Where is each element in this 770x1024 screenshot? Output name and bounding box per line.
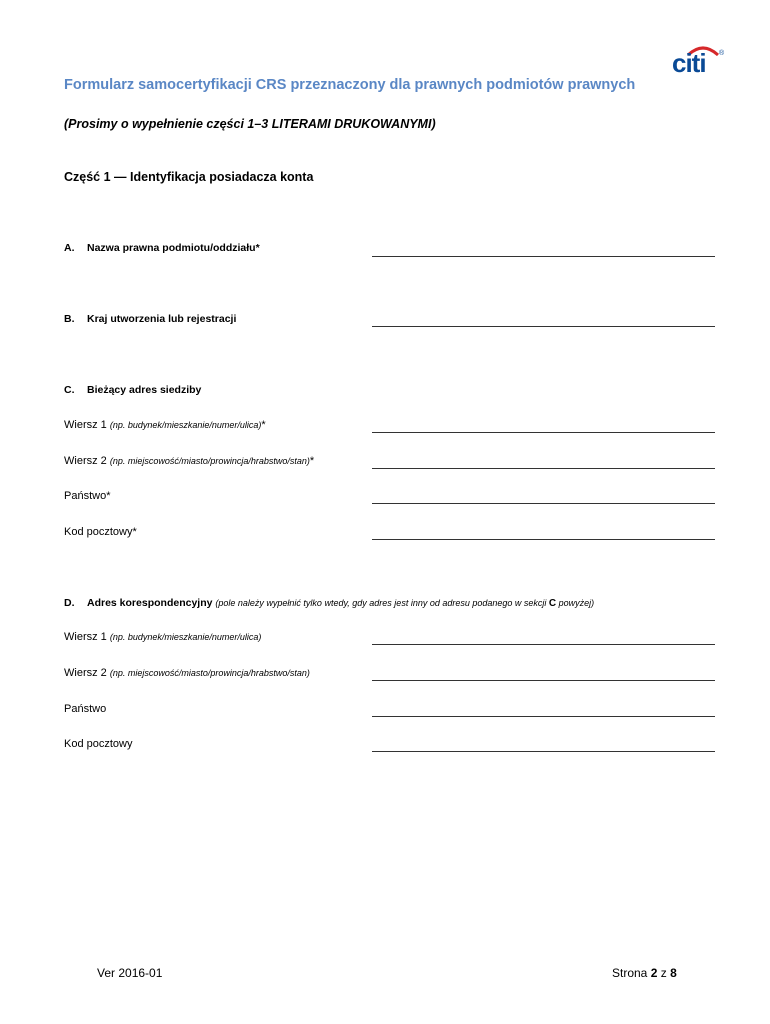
section-a-text: Nazwa prawna podmiotu/oddziału* — [87, 242, 260, 254]
legal-name-field[interactable] — [372, 256, 715, 257]
c-line2-suffix: * — [309, 455, 315, 467]
c-country-field[interactable] — [372, 503, 715, 504]
c-line1-hint: (np. budynek/mieszkanie/numer/ulica) — [109, 420, 262, 430]
d-line2-label — [64, 667, 310, 679]
section-b-letter: B. — [64, 313, 75, 325]
section-d-letter: D. — [64, 597, 75, 609]
part-1-heading: Część 1 — Identyfikacja posiadacza konta — [64, 170, 314, 184]
logo-registered-mark: ® — [719, 50, 725, 57]
section-d-label — [64, 597, 594, 609]
d-country-text: Państwo — [64, 703, 107, 715]
c-line1-text: Wiersz 1 — [64, 419, 110, 431]
c-country-text: Państwo* — [64, 490, 111, 502]
footer-page-number — [612, 966, 677, 980]
footer-version: Ver 2016-01 — [97, 966, 163, 980]
c-line1-field[interactable] — [372, 432, 715, 433]
c-line2-hint: (np. miejscowość/miasto/prowincja/hrabstwo/stan) — [109, 456, 310, 466]
form-title: Formularz samocertyfikacji CRS przeznaczony dla prawnych podmiotów prawnych — [64, 77, 636, 93]
d-postal-text: Kod pocztowy — [64, 738, 133, 750]
section-b-text: Kraj utworzenia lub rejestracji — [87, 313, 237, 325]
c-line1-suffix: * — [261, 419, 266, 431]
d-line1-label — [64, 631, 261, 643]
d-line1-text: Wiersz 1 — [64, 631, 110, 643]
logo-text: citi — [672, 48, 706, 78]
c-line1-label — [64, 419, 266, 431]
footer-page-mid: z — [657, 966, 671, 980]
d-line1-field[interactable] — [372, 644, 715, 645]
c-postal-text: Kod pocztowy* — [64, 526, 137, 538]
c-postal-field[interactable] — [372, 539, 715, 540]
footer-page-prefix: Strona — [612, 966, 651, 980]
section-d-note-post: powyżej) — [556, 598, 595, 608]
d-line2-field[interactable] — [372, 680, 715, 681]
section-b-label — [64, 313, 236, 325]
section-a-letter: A. — [64, 242, 75, 254]
d-line2-hint: (np. miejscowość/miasto/prowincja/hrabstwo/stan) — [109, 668, 310, 678]
country-of-incorporation-field[interactable] — [372, 326, 715, 327]
d-line2-text: Wiersz 2 — [64, 667, 110, 679]
section-d-note-bold: C — [548, 598, 557, 609]
section-d-note — [215, 598, 594, 608]
section-a-label — [64, 242, 260, 254]
d-postal-label — [64, 738, 132, 750]
c-country-label — [64, 490, 110, 502]
d-country-field[interactable] — [372, 716, 715, 717]
form-subtitle: (Prosimy o wypełnienie części 1–3 LITERAMI DRUKOWANYMI) — [64, 117, 436, 131]
section-c-text: Bieżący adres siedziby — [87, 384, 202, 396]
section-d-text: Adres korespondencyjny — [87, 597, 213, 609]
c-line2-field[interactable] — [372, 468, 715, 469]
footer-page-current: 2 — [650, 966, 658, 980]
footer-page-total: 8 — [670, 966, 677, 980]
c-line2-label — [64, 455, 314, 467]
section-d-note-pre: (pole należy wypełnić tylko wtedy, gdy adres jest inny od adresu podanego w sekcji — [215, 598, 549, 608]
section-c-letter: C. — [64, 384, 75, 396]
citi-logo — [672, 48, 728, 78]
d-country-label — [64, 703, 106, 715]
section-c-label — [64, 384, 201, 396]
d-postal-field[interactable] — [372, 751, 715, 752]
c-postal-label — [64, 526, 137, 538]
d-line1-hint: (np. budynek/mieszkanie/numer/ulica) — [109, 632, 262, 642]
c-line2-text: Wiersz 2 — [64, 455, 110, 467]
